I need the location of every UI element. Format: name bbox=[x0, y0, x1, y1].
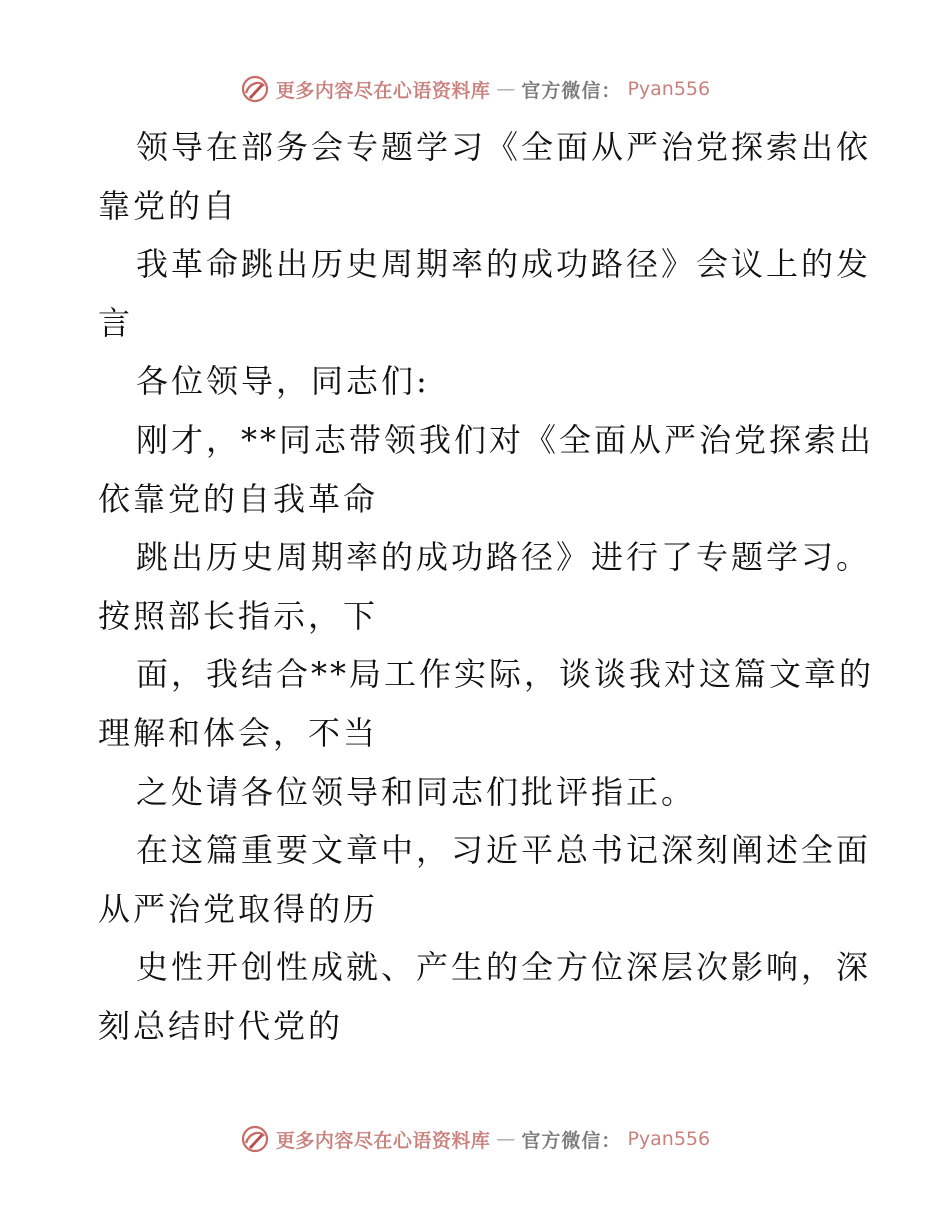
text-line: 刚才，**同志带领我们对《全面从严治党探索出 bbox=[136, 420, 875, 459]
text-line: 领导在部务会专题学习《全面从严治党探索出依 bbox=[136, 128, 872, 166]
document-body bbox=[98, 118, 875, 1056]
watermark-official-label: 官方微信： bbox=[521, 1129, 622, 1152]
text-line: 靠党的自 bbox=[98, 186, 239, 225]
watermark-wechat-id: Pyan556 bbox=[627, 78, 711, 100]
watermark-wechat-id: Pyan556 bbox=[627, 1128, 711, 1150]
watermark-official-label: 官方微信： bbox=[521, 79, 622, 102]
watermark-text: 更多内容尽在心语资料库 bbox=[275, 1129, 491, 1152]
text-line: 跳出历史周期率的成功路径》进行了专题学习。 bbox=[136, 538, 872, 577]
watermark-separator: — bbox=[496, 1128, 516, 1150]
text-line: 在这篇重要文章中，习近平总书记深刻阐述全面 bbox=[136, 831, 872, 870]
text-line: 面，我结合**局工作实际，谈谈我对这篇文章的 bbox=[136, 655, 875, 694]
red-swirl-pen-logo-icon bbox=[240, 1124, 270, 1154]
watermark-separator: — bbox=[496, 78, 516, 100]
text-line: 从严治党取得的历 bbox=[98, 889, 379, 928]
text-line: 依靠党的自我革命 bbox=[98, 479, 379, 518]
text-line: 理解和体会，不当 bbox=[98, 713, 379, 752]
red-swirl-pen-logo-icon bbox=[240, 74, 270, 104]
text-line: 我革命跳出历史周期率的成功路径》会议上的发 bbox=[136, 245, 872, 284]
watermark-text: 更多内容尽在心语资料库 bbox=[275, 79, 491, 102]
text-line: 各位领导，同志们: bbox=[136, 362, 430, 401]
text-line: 言 bbox=[98, 303, 134, 342]
text-line: 刻总结时代党的 bbox=[98, 1006, 344, 1045]
header-watermark bbox=[0, 74, 950, 104]
text-line: 按照部长指示，下 bbox=[98, 596, 379, 635]
footer-watermark bbox=[0, 1124, 950, 1154]
text-line: 史性开创性成就、产生的全方位深层次影响，深 bbox=[136, 948, 872, 987]
text-line: 之处请各位领导和同志们批评指正。 bbox=[136, 772, 697, 811]
